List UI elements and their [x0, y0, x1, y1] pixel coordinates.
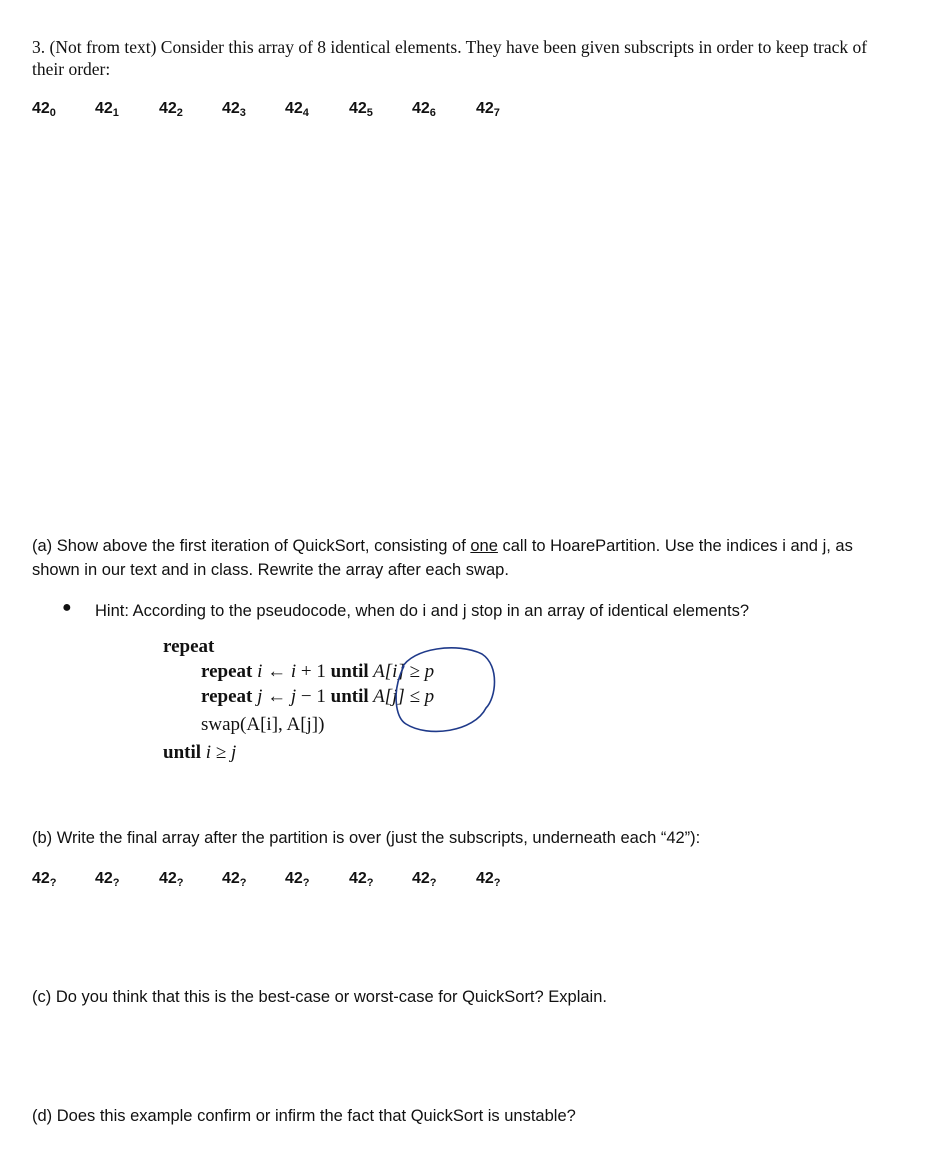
- hint-text: Hint: According to the pseudocode, when do i and j stop in an array of identical elements?: [95, 602, 749, 620]
- pseudocode-line-3: swap(A[i], A[j]): [201, 714, 325, 735]
- array-cell: $42_?$: [412, 870, 437, 889]
- array-cell: $42_?$: [285, 870, 310, 889]
- pseudocode-line-1: repeat i ← i + 1 until A[i] ≥ p: [201, 661, 435, 682]
- part-a-text: (a) Show above the first iteration of QuickSort, consisting of one call to HoarePartition. Use the indices i and j, as shown in our text and in class. Rewrite the array after each swap.: [32, 537, 853, 579]
- array-cell: $42_5$: [349, 100, 373, 119]
- pseudocode-outer-until: until i ≥ j: [163, 742, 237, 763]
- question-intro: 3. (Not from text) Consider this array of 8 identical elements. They have been given subscripts in order to keep track of their order:: [32, 37, 868, 79]
- initial-array: [32, 100, 552, 124]
- array-cell: $42_?$: [476, 870, 501, 889]
- array-cell: $42_7$: [476, 100, 500, 119]
- array-cell: $42_?$: [159, 870, 184, 889]
- array-cell: $42_0$: [32, 100, 56, 119]
- bullet-icon: ●: [62, 599, 72, 616]
- array-cell: $42_?$: [32, 870, 57, 889]
- array-cell: $42_1$: [95, 100, 119, 119]
- part-d-text: (d) Does this example confirm or infirm the fact that QuickSort is unstable?: [32, 1107, 576, 1125]
- array-cell: $42_6$: [412, 100, 436, 119]
- final-array: [32, 870, 552, 894]
- array-cell: $42_?$: [222, 870, 247, 889]
- array-cell: $42_?$: [349, 870, 374, 889]
- part-b-text: (b) Write the final array after the partition is over (just the subscripts, underneath each “42”):: [32, 829, 701, 847]
- pseudocode-outer-repeat: repeat: [163, 636, 215, 657]
- pseudocode-line-2: repeat j ← j − 1 until A[j] ≤ p: [201, 686, 435, 707]
- array-cell: $42_2$: [159, 100, 183, 119]
- annotation-circle-icon: [388, 642, 500, 738]
- array-cell: $42_?$: [95, 870, 120, 889]
- array-cell: $42_3$: [222, 100, 246, 119]
- array-cell: $42_4$: [285, 100, 309, 119]
- underlined-word: one: [470, 537, 498, 555]
- part-c-text: (c) Do you think that this is the best-case or worst-case for QuickSort? Explain.: [32, 988, 607, 1006]
